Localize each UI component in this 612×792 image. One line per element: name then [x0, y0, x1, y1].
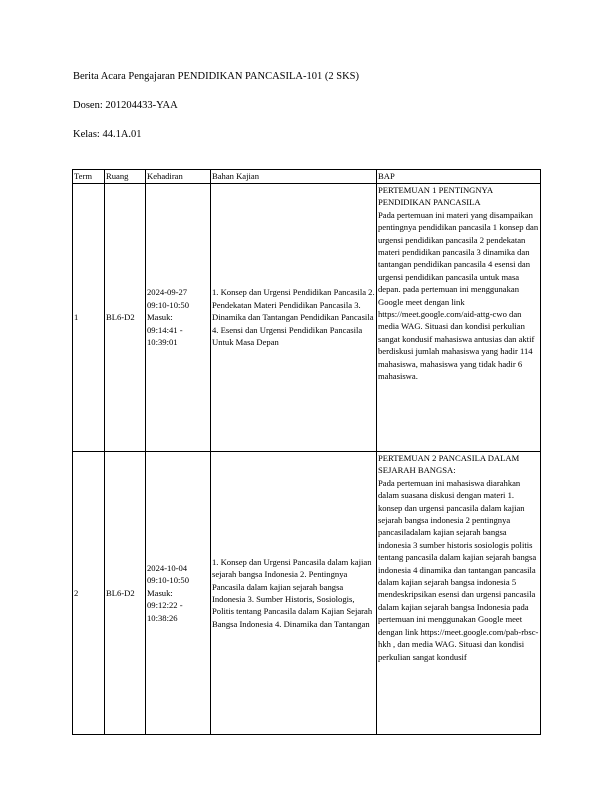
column-header-term: Term [73, 170, 105, 184]
attendance-cell: 2024-09-27 09:10-10:50 Masuk: 09:14:41 - 10:39:01 [146, 184, 211, 452]
teaching-record-table [72, 169, 541, 735]
document-title: Berita Acara Pengajaran PENDIDIKAN PANCASILA-101 (2 SKS) [73, 71, 359, 82]
bap-cell: PERTEMUAN 1 PENTINGNYA PENDIDIKAN PANCASILA Pada pertemuan ini materi yang disampaikan pentingnya pendidikan pancasila 1 konsep dan urgensi pendidikan pancasila 2 pendekatan materi pendidikan pancasila 3 dinamika dan tantangan pendidikan pancasila 4 esensi dan urgensi pendidikan pancasila untuk masa depan. pada pertemuan ini menggunakan Google meet dengan link https://meet.google.com/aid-attg-cwo dan media WAG. Situasi dan kondisi perkulian sangat kondusif mahasiswa antusias dan aktif berdiskusi jumlah mahasiswa yang hadir 114 mahasiswa, mahasiswa yang tidak hadir 6 mahasiswa. [377, 184, 541, 452]
term-cell: 2 [73, 452, 105, 735]
room-cell: BL6-D2 [105, 184, 146, 452]
bap-cell: PERTEMUAN 2 PANCASILA DALAM SEJARAH BANGSA: Pada pertemuan ini mahasiswa diarahkan dalam suasana diskusi dengan materi 1. konsep dan urgensi pancasila dalam kajian sejarah bangsa indonesia 2 pentingnya pancasiladalam kajian sejarah bangsa indonesia 3 sumber historis sosiologis politis tentang pancasila dalam kajian sejarah bangsa indonesia 4 dinamika dan tantangan pancasila dalam kajian sejarah bangsa indonesia 5 mendeskripsikan esensi dan urgensi pancasila dalam kajian sejarah bangsa Indonesia pada pertemuan ini menggunakan Google meet dengan link https://meet.google.com/pab-rbsc-hkh , dan media WAG. Situasi dan kondisi perkulian sangat kondusif [377, 452, 541, 735]
lecturer-line: Dosen: 201204433-YAA [73, 100, 178, 111]
class-line: Kelas: 44.1A.01 [73, 129, 142, 140]
table-header-row [73, 170, 541, 184]
room-cell: BL6-D2 [105, 452, 146, 735]
table-row [73, 452, 541, 735]
column-header-kehadiran: Kehadiran [146, 170, 211, 184]
material-cell: 1. Konsep dan Urgensi Pancasila dalam kajian sejarah bangsa Indonesia 2. Pentingnya Pancasila dalam kajian sejarah bangsa Indonesia 3. Sumber Historis, Sosiologis, Politis tentang Pancasila dalam Kajian Sejarah Bangsa Indonesia 4. Dinamika dan Tantangan [211, 452, 377, 735]
column-header-ruang: Ruang [105, 170, 146, 184]
attendance-cell: 2024-10-04 09:10-10:50 Masuk: 09:12:22 - 10:38:26 [146, 452, 211, 735]
material-cell: 1. Konsep dan Urgensi Pendidikan Pancasila 2. Pendekatan Materi Pendidikan Pancasila 3. Dinamika dan Tantangan Pendidikan Pancasila 4. Esensi dan Urgensi Pendidikan Pancasila Untuk Masa Depan [211, 184, 377, 452]
table-row [73, 184, 541, 452]
column-header-bahan-kajian: Bahan Kajian [211, 170, 377, 184]
column-header-bap: BAP [377, 170, 541, 184]
term-cell: 1 [73, 184, 105, 452]
